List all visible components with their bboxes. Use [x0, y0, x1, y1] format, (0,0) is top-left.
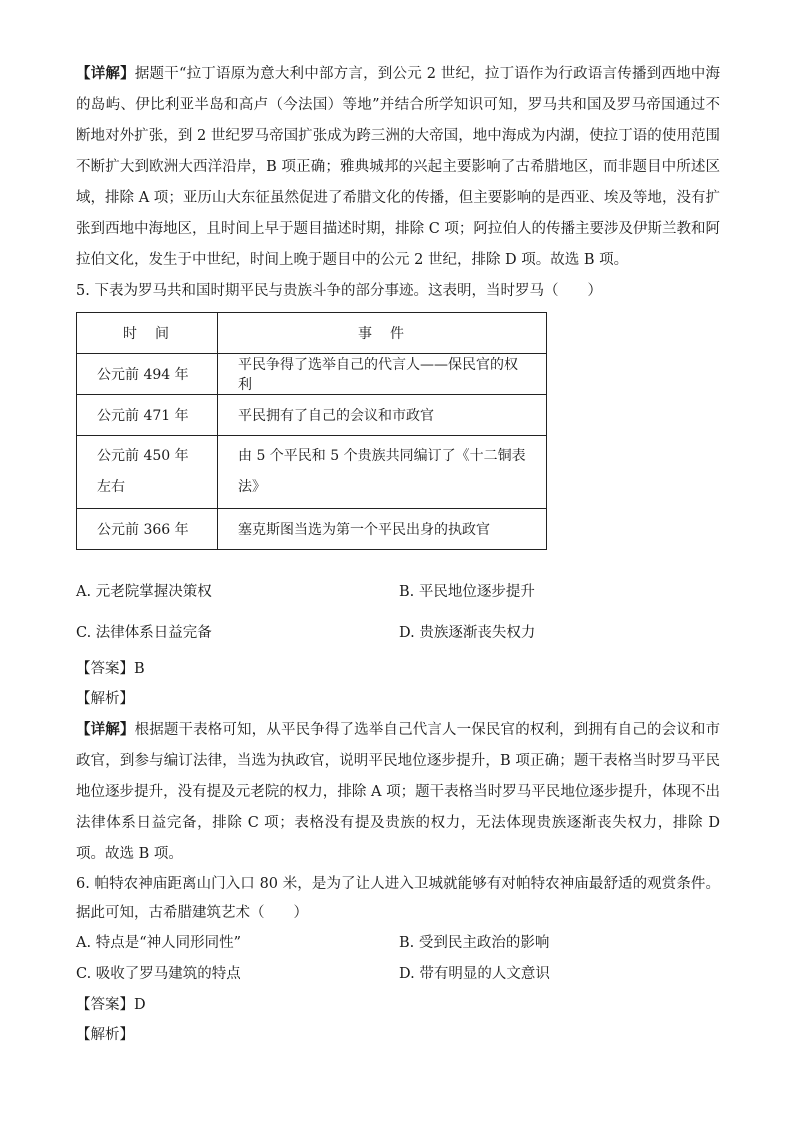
q4-detail: [76, 58, 720, 276]
table-row: [77, 509, 547, 550]
detail-tag: 【详解】: [76, 65, 135, 82]
q6-options: [76, 928, 720, 990]
document-page: [76, 58, 720, 1050]
q6-stem: 6. 帕特农神庙距离山门入口 80 米，是为了让人进入卫城就能够有对帕特农神庙最舒适的观赏条件。据此可知，古希腊建筑艺术（ ）: [76, 876, 720, 921]
row-time: 公元前 450 年左右: [77, 436, 218, 509]
q6-analysis: 【解析】: [76, 1027, 134, 1043]
detail-tag: 【详解】: [76, 721, 135, 738]
row-event: 平民拥有了自己的会议和市政官: [218, 395, 547, 436]
detail-text: 根据题干表格可知，从平民争得了选举自己代言人一保民官的权利，到拥有自己的会议和市政官，到参与编订法律，当选为执政官，说明平民地位逐步提升，B 项正确；题干表格当时罗马平民地位逐步提升，没有提及元老院的权力，排除 A 项；题干表格当时罗马平民地位逐步提升，体现不出法律体系日益完备，排除 C 项；表格没有提及贵族的权力，无法体现贵族逐渐丧失权力，排除 D 项。故选 B 项。: [76, 722, 721, 862]
q5-answer: 【答案】B: [76, 661, 145, 677]
row-event: 平民争得了选举自己的代言人——保民官的权利: [218, 354, 547, 395]
option-a: A. 元老院掌握决策权: [76, 584, 212, 600]
row-time: 公元前 366 年: [77, 509, 218, 550]
table-row: [77, 354, 547, 395]
option-c: C. 法律体系日益完备: [76, 625, 212, 641]
header-event: 事 件: [218, 313, 547, 354]
option-b: B. 平民地位逐步提升: [399, 584, 535, 600]
option-b: B. 受到民主政治的影响: [399, 935, 550, 951]
detail-text: 据题干“拉丁语原为意大利中部方言，到公元 2 世纪，拉丁语作为行政语言传播到西地中海的岛屿、伊比利亚半岛和高卢（今法国）等地”并结合所学知识可知，罗马共和国及罗马帝国通过不断地对外扩张，到 2 世纪罗马帝国扩张成为跨三洲的大帝国，地中海成为内湖，使拉丁语的使用范围不断扩大到欧洲大西洋沿岸，B 项正确；雅典城邦的兴起主要影响了古希腊地区，而非题目中所述区域，排除 A 项；亚历山大东征虽然促进了希腊文化的传播，但主要影响的是西亚、埃及等地，没有扩张到西地中海地区，且时间上早于题目描述时期，排除 C 项；阿拉伯人的传播主要涉及伊斯兰教和阿拉伯文化，发生于中世纪，时间上晚于题目中的公元 2 世纪，排除 D 项。故选 B 项。: [76, 66, 721, 268]
table-row: [77, 395, 547, 436]
row-event: 由 5 个平民和 5 个贵族共同编订了《十二铜表法》: [218, 436, 547, 509]
q5-analysis: 【解析】: [76, 691, 134, 707]
row-event: 塞克斯图当选为第一个平民出身的执政官: [218, 509, 547, 550]
option-d: D. 带有明显的人文意识: [399, 966, 550, 982]
header-time: 时 间: [77, 313, 218, 354]
option-c: C. 吸收了罗马建筑的特点: [76, 966, 241, 982]
row-time: 公元前 494 年: [77, 354, 218, 395]
option-a: A. 特点是“神人同形同性”: [76, 935, 242, 951]
events-table: [76, 312, 547, 550]
row-time: 公元前 471 年: [77, 395, 218, 436]
table-row: [77, 436, 547, 509]
q5-stem: 5. 下表为罗马共和国时期平民与贵族斗争的部分事迹。这表明，当时罗马（ ）: [76, 283, 602, 299]
q5-detail: [76, 714, 720, 870]
option-d: D. 贵族逐渐丧失权力: [399, 625, 536, 641]
q5-options: [76, 572, 720, 654]
q6-answer: 【答案】D: [76, 997, 146, 1013]
table-header-row: [77, 313, 547, 354]
